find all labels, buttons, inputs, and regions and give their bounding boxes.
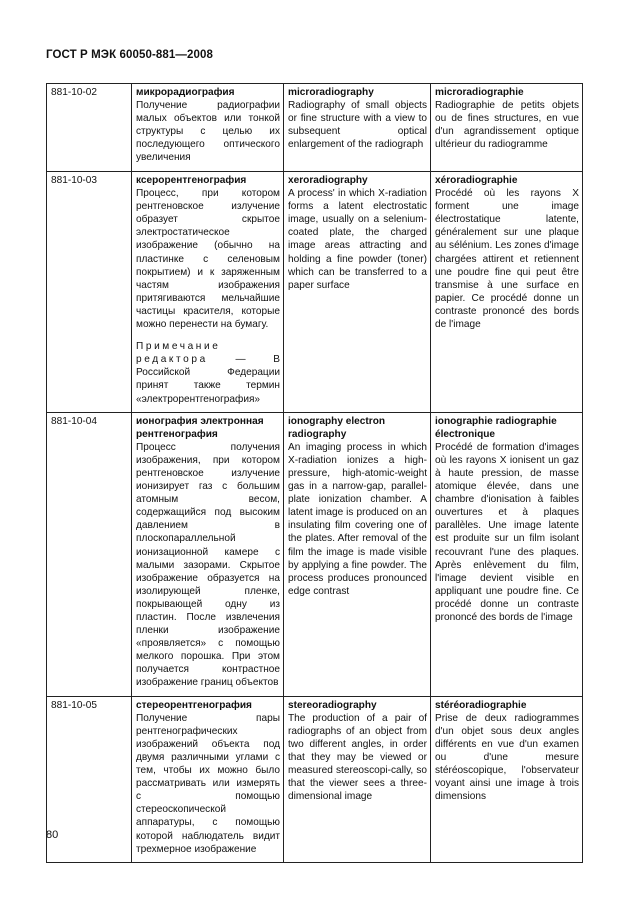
- english-definition: Radiography of small objects or fine structure with a view to subsequent optical enlargement of the radiograph: [288, 100, 427, 151]
- russian-term: микрорадиография: [136, 87, 235, 98]
- russian-definition: Процесс, при котором рентгеновское излучение образует скрытое электростатическое изображение (обычно на пластинке с селеновым покрытием) и к заряженным частям изображения притягиваются мельчайшие частицы красителя, которые можно перенести на бумагу.: [136, 188, 280, 331]
- english-cell: [284, 412, 431, 696]
- english-term: stereoradiography: [288, 699, 377, 711]
- russian-term: стереорентгенография: [136, 699, 252, 711]
- english-definition: A process' in which X-radiation forms a latent electrostatic image, usually on a selenium-coated plate, the charged image areas attracting and holding a fine powder (toner) which can be transferred to a paper surface: [288, 188, 427, 291]
- english-term: xeroradiography: [288, 175, 368, 186]
- editor-note-label: Примечание редактора: [136, 341, 221, 366]
- table-row: [47, 84, 583, 172]
- russian-definition: Процесс получения изображения, при котором рентгеновское излучение ионизирует газ с большим атомным весом, содержащийся под высоким давлением в плоскопараллельной ионизационной камере с малыми зазорами. Скрытое изображение образуется на изолирующей пленке, покрывающей одну из пластин. После извлечения пленки изображение «проявляется» с помощью мелкого порошка. При этом получается контрастное изображение границ объектов: [136, 441, 280, 689]
- english-cell: [284, 172, 431, 413]
- table-row: [47, 412, 583, 696]
- entry-number: 881-10-05: [47, 696, 132, 862]
- french-cell: [431, 412, 583, 696]
- french-definition: Prise de deux radiogrammes d'un objet sous deux angles différents en vue d'un examen ou d'une mesure stéréoscopique, l'observateur voyant ainsi une image à trois dimensions: [435, 712, 579, 803]
- english-definition: The production of a pair of radiographs of an object from two different angles, in order that they may be viewed or measured stereoscopi-cally, so that the viewer sees a three-dimensional image: [288, 712, 427, 803]
- russian-cell: [132, 696, 284, 862]
- document-header: ГОСТ Р МЭК 60050-881—2008: [46, 49, 213, 61]
- table-row: [47, 172, 583, 413]
- french-cell: [431, 84, 583, 172]
- french-definition: Radiographie de petits objets ou de fines structures, en vue d'un agrandissement optique ultérieur du radiogramme: [435, 100, 579, 151]
- table-row: [47, 696, 583, 862]
- french-definition: Procédé de formation d'images où les rayons X ionisent un gaz à haute pression, de masse atomique élevée, dans une chambre d'ionisation à faibles ouvertures et à plaques parallèles. Une image latente est produite sur un film isolant recouvrant l'une des plaques. Après enlèvement du film, l'image devient visible en appliquant une poudre fine. Ce procédé donne un contraste prononcé des bords de l'image: [435, 441, 579, 623]
- french-term: ionographie radiographie électronique: [435, 415, 557, 440]
- entry-number: 881-10-03: [47, 172, 132, 413]
- terms-table: [46, 83, 583, 863]
- english-definition: An imaging process in which X-radiation ionizes a high-pressure, high-atomic-weight gas in a narrow-gap, parallel-plate ionization chamber. A latent image is produced on an insulating film covering one of the plates. After removal of the film the image is made visible by applying a fine powder. The process produces pronounced edge contrast: [288, 441, 427, 597]
- english-term: microradiography: [288, 87, 374, 98]
- page-number: 80: [46, 829, 59, 841]
- russian-definition: Получение радиографии малых объектов или тонкой структуры с целью их последующего оптического увеличения: [136, 100, 280, 164]
- french-term: microradiographie: [435, 87, 524, 98]
- english-term: ionography electron radiography: [288, 415, 386, 440]
- russian-cell: [132, 412, 284, 696]
- english-cell: [284, 696, 431, 862]
- french-cell: [431, 172, 583, 413]
- russian-term: ионография электронная рентгенография: [136, 415, 264, 440]
- french-term: stéréoradiographie: [435, 699, 527, 711]
- editor-note: [136, 340, 280, 405]
- entry-number: 881-10-02: [47, 84, 132, 172]
- russian-definition: Получение пары рентгенографических изображений объекта под двумя различными углами с тем, чтобы их можно было рассматривать или измерять с помощью стереоскопической аппаратуры, с помощью которой наблюдатель видит трехмерное изображение: [136, 712, 280, 855]
- editor-note-text: — В Российской Федерации принят также термин «электрорентгенография»: [136, 354, 280, 405]
- entry-number: 881-10-04: [47, 412, 132, 696]
- russian-cell: [132, 84, 284, 172]
- english-cell: [284, 84, 431, 172]
- french-definition: Procédé où les rayons X forment une image électrostatique latente, généralement sur une plaque au sélénium. Les zones d'image chargées attirent et retiennent une poudre fine qui peut être transmise à une surface en papier. Ce procédé donne un contraste prononcé des bords de l'image: [435, 188, 579, 331]
- russian-term: ксерорентгенография: [136, 175, 247, 186]
- french-term: xéroradiographie: [435, 175, 518, 186]
- russian-cell: [132, 172, 284, 413]
- french-cell: [431, 696, 583, 862]
